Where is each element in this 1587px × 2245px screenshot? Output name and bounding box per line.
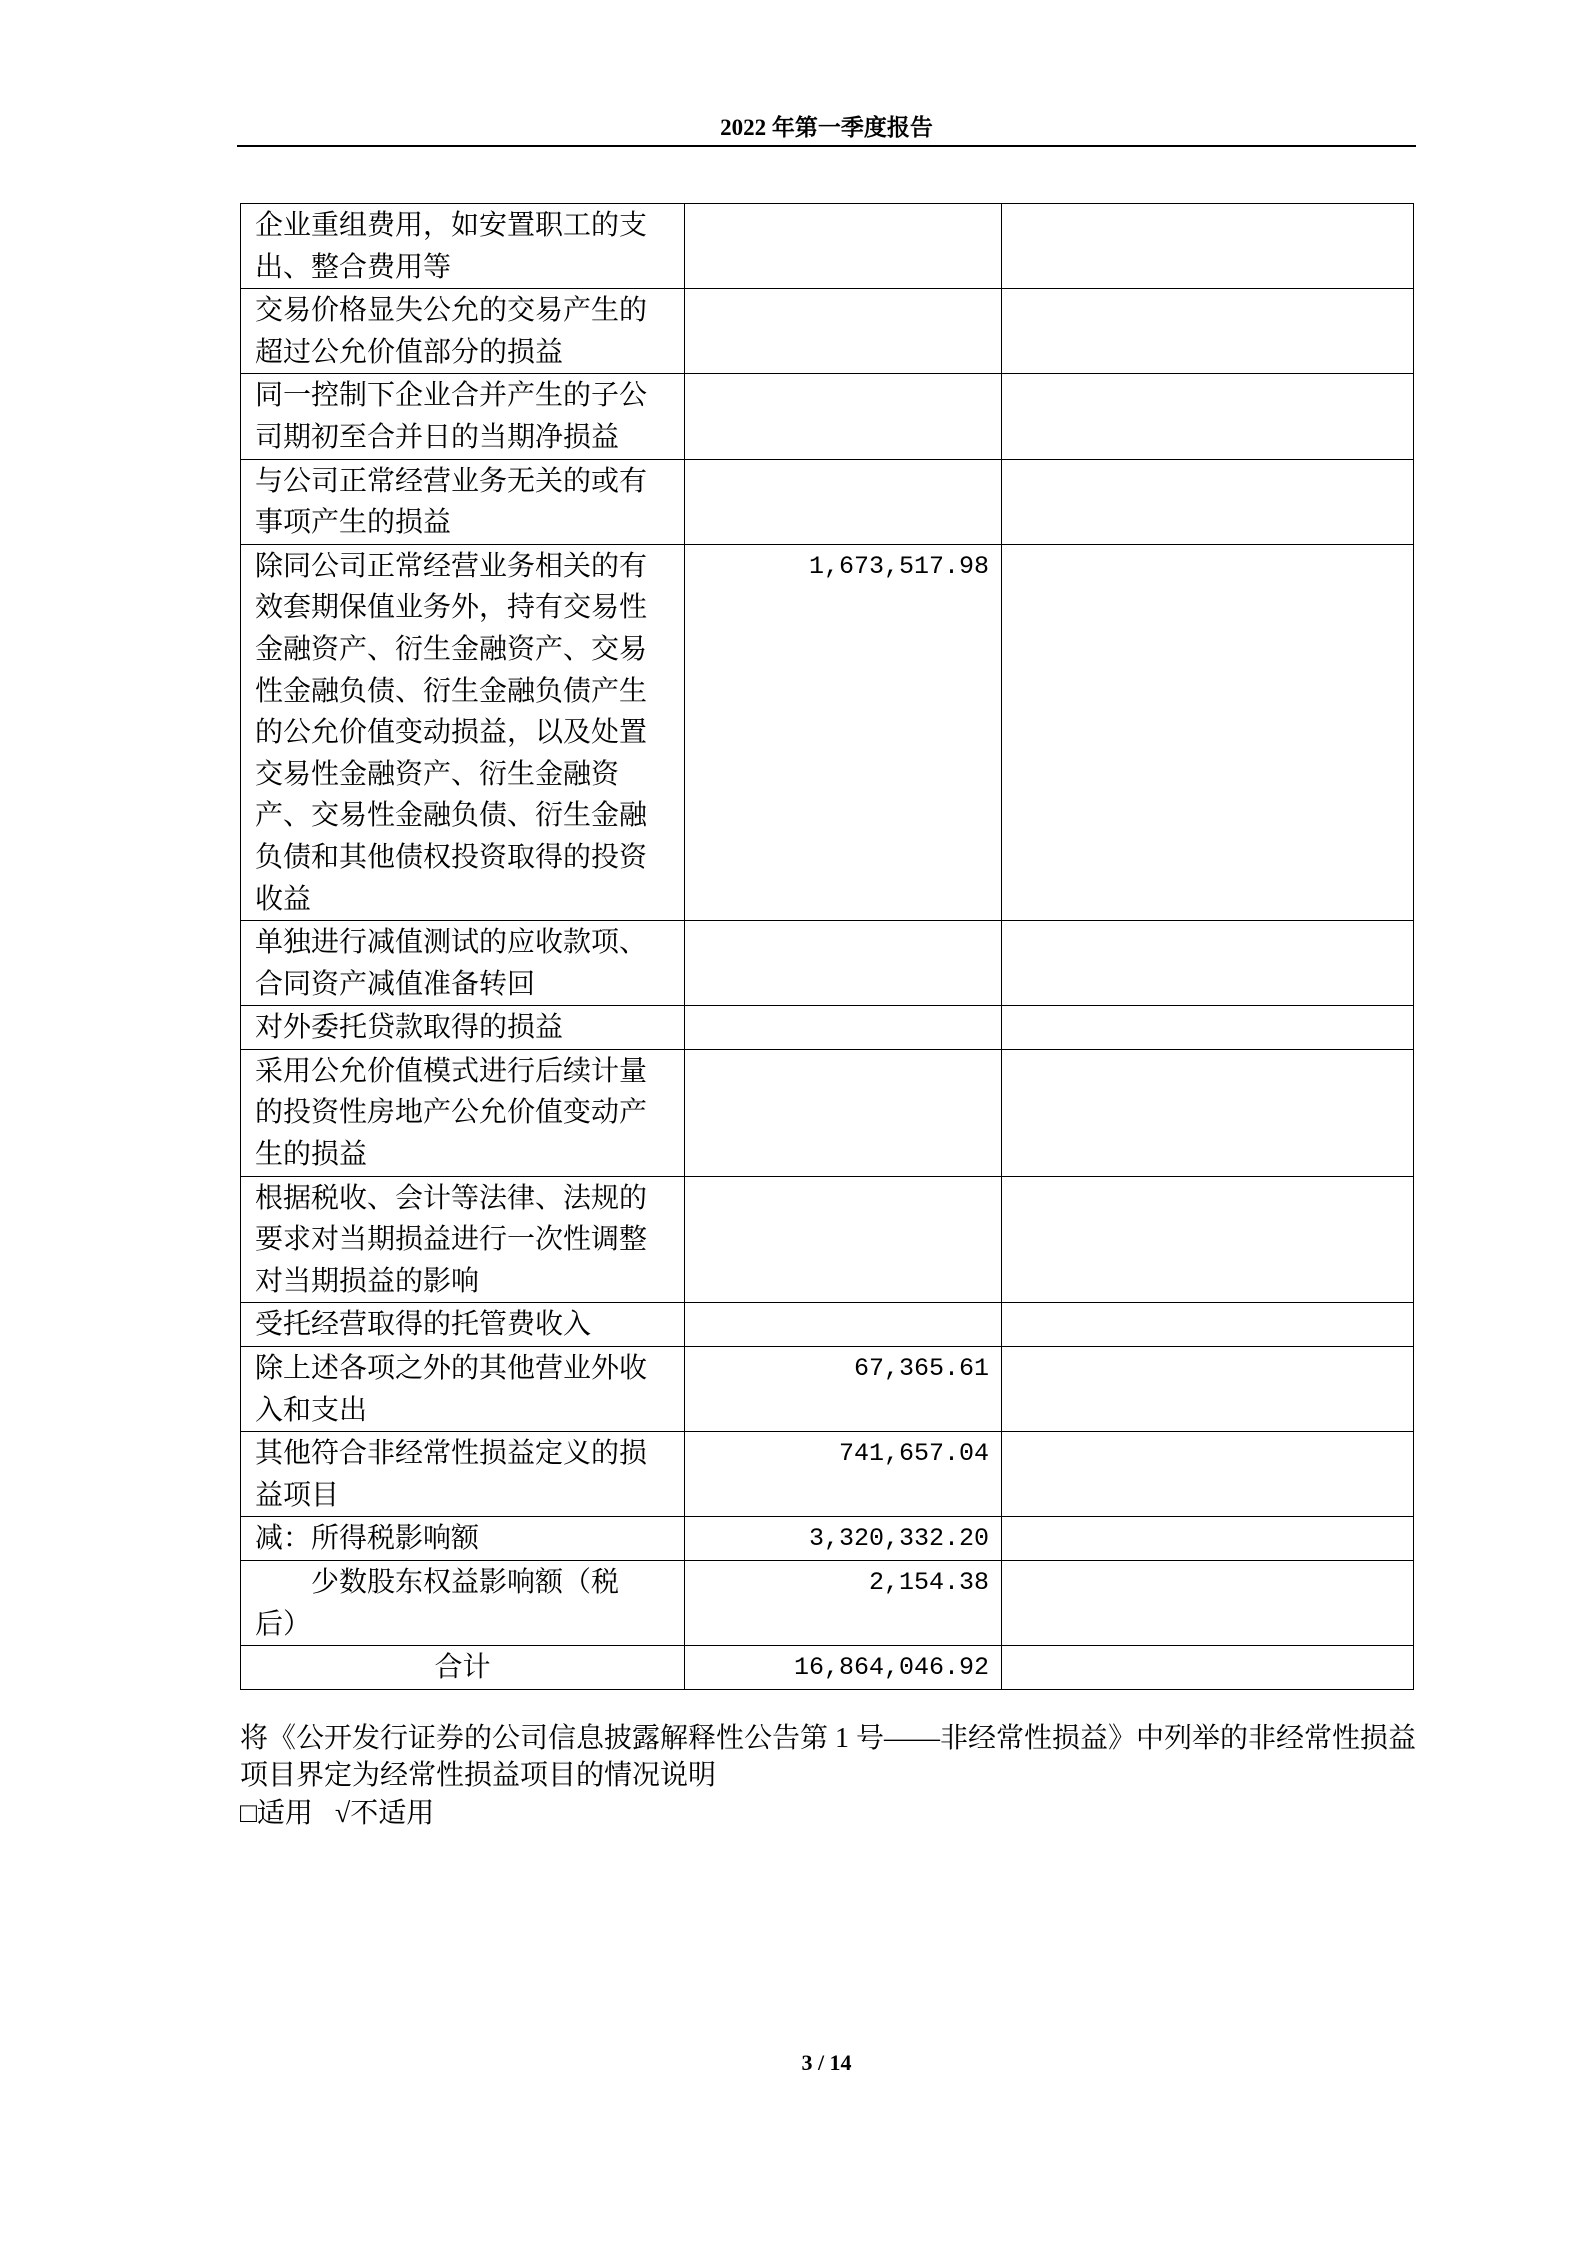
item-cell: 采用公允价值模式进行后续计量的投资性房地产公允价值变动产生的损益: [241, 1049, 685, 1176]
page-number: 3 / 14: [801, 2050, 852, 2075]
amount-cell: 67,365.61: [685, 1347, 1002, 1432]
note-cell: [1002, 289, 1414, 374]
table-row: [241, 1176, 1414, 1303]
note-cell: [1002, 1049, 1414, 1176]
note-cell: [1002, 1347, 1414, 1432]
note-cell: [1002, 1006, 1414, 1050]
item-cell: 受托经营取得的托管费收入: [241, 1303, 685, 1347]
item-cell: 企业重组费用，如安置职工的支出、整合费用等: [241, 204, 685, 289]
table-row: [241, 1303, 1414, 1347]
table-row: [241, 1432, 1414, 1517]
total-row: [241, 1646, 1414, 1690]
table-row: [241, 374, 1414, 459]
amount-cell: [685, 1006, 1002, 1050]
table-row: [241, 459, 1414, 544]
note-cell: [1002, 1176, 1414, 1303]
note-cell: [1002, 459, 1414, 544]
report-running-header: 2022 年第一季度报告: [720, 115, 933, 140]
amount-cell: [685, 374, 1002, 459]
item-cell: 减：所得税影响额: [241, 1517, 685, 1561]
applicability-options: [240, 1795, 434, 1832]
note-cell: [1002, 1432, 1414, 1517]
amount-cell: [685, 459, 1002, 544]
amount-cell: 741,657.04: [685, 1432, 1002, 1517]
amount-cell: 1,673,517.98: [685, 544, 1002, 920]
amount-cell: [685, 204, 1002, 289]
explanation-paragraph: 将《公开发行证券的公司信息披露解释性公告第 1 号——非经常性损益》中列举的非经常性损益项目界定为经常性损益项目的情况说明: [240, 1723, 1417, 1791]
note-cell: [1002, 1561, 1414, 1646]
header-rule: [237, 145, 1416, 147]
amount-cell: [685, 1049, 1002, 1176]
table-row: [241, 204, 1414, 289]
amount-cell: [685, 289, 1002, 374]
total-amount-cell: 16,864,046.92: [685, 1646, 1002, 1690]
item-cell: 除同公司正常经营业务相关的有效套期保值业务外，持有交易性金融资产、衍生金融资产、交易性金融负债、衍生金融负债产生的公允价值变动损益，以及处置交易性金融资产、衍生金融资产、交易性金融负债、衍生金融负债和其他债权投资取得的投资收益: [241, 544, 685, 920]
item-cell: 与公司正常经营业务无关的或有事项产生的损益: [241, 459, 685, 544]
note-cell: [1002, 374, 1414, 459]
note-cell: [1002, 1303, 1414, 1347]
option-applicable: □适用: [240, 1798, 313, 1829]
table-row: [241, 1561, 1414, 1646]
note-cell: [1002, 544, 1414, 920]
item-cell: 交易价格显失公允的交易产生的超过公允价值部分的损益: [241, 289, 685, 374]
table-row: [241, 921, 1414, 1006]
item-cell: 除上述各项之外的其他营业外收入和支出: [241, 1347, 685, 1432]
item-cell: 单独进行减值测试的应收款项、合同资产减值准备转回: [241, 921, 685, 1006]
amount-cell: [685, 1303, 1002, 1347]
amount-cell: 2,154.38: [685, 1561, 1002, 1646]
note-cell: [1002, 204, 1414, 289]
item-cell: 少数股东权益影响额（税后）: [241, 1561, 685, 1646]
note-cell: [1002, 1646, 1414, 1690]
item-cell: 同一控制下企业合并产生的子公司期初至合并日的当期净损益: [241, 374, 685, 459]
note-cell: [1002, 1517, 1414, 1561]
nonrecurring-items-table: [240, 203, 1414, 1690]
total-label-cell: 合计: [241, 1646, 685, 1690]
item-cell: 根据税收、会计等法律、法规的要求对当期损益进行一次性调整对当期损益的影响: [241, 1176, 685, 1303]
item-cell: 对外委托贷款取得的损益: [241, 1006, 685, 1050]
table-row: [241, 1006, 1414, 1050]
table-row: [241, 1347, 1414, 1432]
table-row: [241, 1049, 1414, 1176]
table-row: [241, 544, 1414, 920]
amount-cell: [685, 1176, 1002, 1303]
option-not-applicable: √不适用: [334, 1798, 435, 1829]
item-cell: 其他符合非经常性损益定义的损益项目: [241, 1432, 685, 1517]
amount-cell: 3,320,332.20: [685, 1517, 1002, 1561]
amount-cell: [685, 921, 1002, 1006]
table-row: [241, 1517, 1414, 1561]
note-cell: [1002, 921, 1414, 1006]
table-row: [241, 289, 1414, 374]
